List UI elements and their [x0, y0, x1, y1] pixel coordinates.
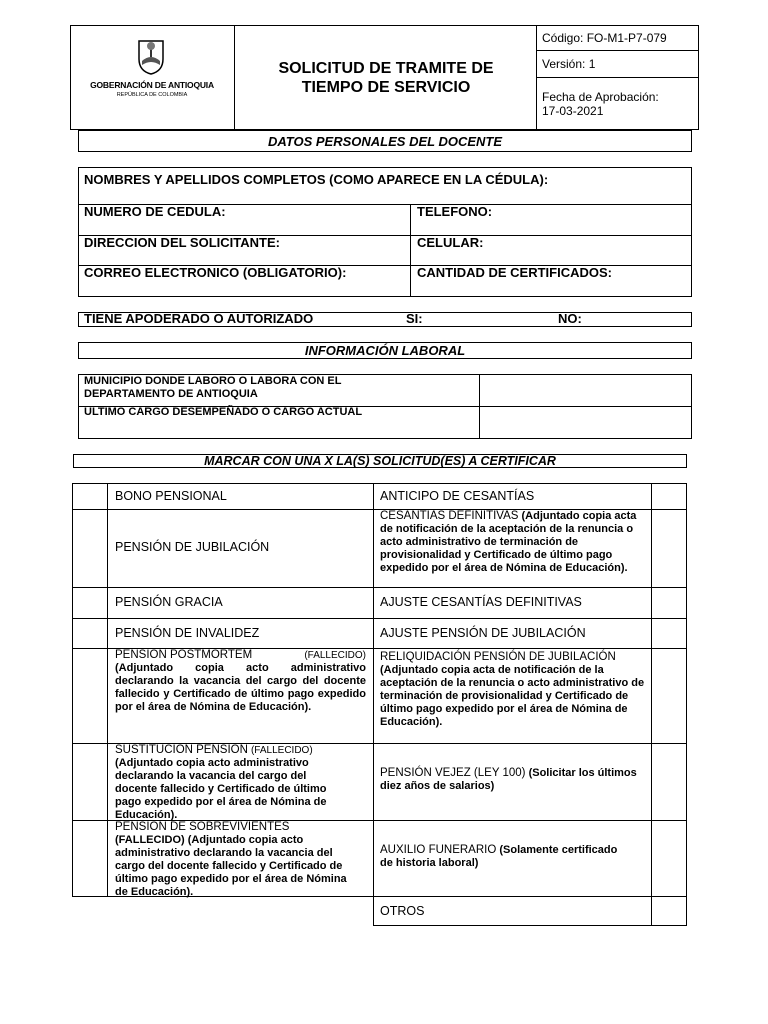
reliquidacion-title: RELIQUIDACIÓN PENSIÓN DE JUBILACIÓN [380, 651, 616, 663]
section-laboral-title: INFORMACIÓN LABORAL [78, 342, 692, 359]
celular-label: CELULAR: [417, 235, 484, 250]
section-solicitudes-title: MARCAR CON UNA X LA(S) SOLICITUD(ES) A CERTIFICAR [73, 454, 687, 468]
meta-cell [536, 25, 699, 130]
option-jubilacion-label: PENSIÓN DE JUBILACIÓN [115, 540, 270, 554]
checkbox-invalidez[interactable] [72, 618, 108, 649]
checkbox-jubilacion[interactable] [72, 509, 108, 588]
fecha-value: 17-03-2021 [542, 104, 604, 118]
cargo-label: ULTIMO CARGO DESEMPEÑADO O CARGO ACTUAL [84, 406, 363, 418]
reliquidacion-detail: (Adjuntado copia acta de notificación de la aceptación de la renuncia o acto administrativo de terminación de provisionalidad y Certificado de último pago expedido por el área de Nómina de Educación). [380, 664, 645, 728]
option-ajuste-cesantias [373, 587, 652, 619]
nombres-label: NOMBRES Y APELLIDOS COMPLETOS (COMO APARECE EN LA CÉDULA): [84, 172, 549, 187]
checkbox-vejez[interactable] [651, 743, 687, 821]
checkbox-cesantias-definitivas[interactable] [651, 509, 687, 588]
postmortem-tag: (FALLECIDO) [304, 650, 366, 661]
option-otros-label: OTROS [380, 904, 425, 918]
checkbox-otros[interactable] [651, 896, 687, 926]
option-ajuste-jubilacion-label: AJUSTE PENSIÓN DE JUBILACIÓN [380, 626, 586, 640]
checkbox-ajuste-cesantias[interactable] [651, 587, 687, 619]
definitivas-detail: (Adjuntado copia acta de notificación de la aceptación de la renuncia o acto administrativo de terminación de provisionalidad y Certificado de último pago expedido por el área de Nómina de Educación). [380, 510, 637, 574]
codigo: Código: FO-M1-P7-079 [542, 31, 667, 45]
option-anticipo [373, 483, 652, 510]
checkbox-sustitucion[interactable] [72, 743, 108, 821]
option-bono [107, 483, 374, 510]
municipio-line-1: MUNICIPIO DONDE LABORO O LABORA CON EL [84, 375, 342, 387]
option-ajuste-cesantias-label: AJUSTE CESANTÍAS DEFINITIVAS [380, 595, 582, 609]
option-anticipo-label: ANTICIPO DE CESANTÍAS [380, 489, 535, 503]
checkbox-bono[interactable] [72, 483, 108, 510]
section-personal-title: DATOS PERSONALES DEL DOCENTE [78, 130, 692, 152]
option-vejez [373, 743, 652, 821]
sustitucion-tag: (FALLECIDO) [250, 745, 313, 756]
sobrevivientes-detail: (FALLECIDO) (Adjuntado copia acto administrativo declarando la vacancia del cargo del docente fallecido y Certificado de último pago expedido por el área de Nómina de Educación). [115, 834, 347, 898]
title-line-2: TIEMPO DE SERVICIO [301, 78, 471, 96]
fecha-label: Fecha de Aprobación: [542, 90, 659, 104]
funerario-detail: (Solamente certificado de historia laboral) [380, 844, 618, 869]
certificados-label: CANTIDAD DE CERTIFICADOS: [417, 265, 612, 280]
apoderado-no[interactable]: NO: [558, 311, 582, 326]
municipio-line-2: DEPARTAMENTO DE ANTIOQUIA [84, 388, 258, 400]
vejez-title: PENSIÓN VEJEZ (LEY 100) [380, 767, 526, 779]
logo-name: GOBERNACIÓN DE ANTIOQUIA [90, 80, 214, 90]
postmortem-title: PENSION POSTMORTEM [115, 649, 253, 661]
option-gracia-label: PENSIÓN GRACIA [115, 595, 223, 609]
vejez-detail: (Solicitar los últimos diez años de salarios) [380, 767, 637, 792]
title-line-1: SOLICITUD DE TRAMITE DE [278, 59, 494, 77]
option-invalidez-label: PENSIÓN DE INVALIDEZ [115, 626, 260, 640]
option-otros [373, 896, 652, 926]
postmortem-detail: (Adjuntado copia acto administrativo declarando la vacancia del cargo del docente fallecido y Certificado de último pago expedido por el área de Nómina de Educación). [115, 662, 366, 713]
option-postmortem [107, 648, 374, 744]
checkbox-reliquidacion[interactable] [651, 648, 687, 744]
option-ajuste-jubilacion [373, 618, 652, 649]
checkbox-postmortem[interactable] [72, 648, 108, 744]
sustitucion-title: SUSTITUCION PENSION [115, 744, 248, 756]
sobrevivientes-title: PENSION DE SOBREVIVIENTES [115, 821, 290, 833]
correo-label: CORREO ELECTRONICO (OBLIGATORIO): [84, 265, 347, 280]
logo-subtitle: REPÚBLICA DE COLOMBIA [116, 92, 188, 98]
telefono-label: TELEFONO: [417, 204, 493, 219]
checkbox-ajuste-jubilacion[interactable] [651, 618, 687, 649]
document-title [236, 25, 536, 130]
option-sobrevivientes [107, 820, 374, 897]
cedula-label: NUMERO DE CEDULA: [84, 204, 226, 219]
municipio-label [84, 375, 341, 401]
checkbox-gracia[interactable] [72, 587, 108, 619]
option-gracia [107, 587, 374, 619]
option-reliquidacion [373, 648, 652, 744]
apoderado-label: TIENE APODERADO O AUTORIZADO [84, 311, 314, 326]
checkbox-anticipo[interactable] [651, 483, 687, 510]
funerario-title: AUXILIO FUNERARIO [380, 844, 497, 856]
direccion-label: DIRECCION DEL SOLICITANTE: [84, 235, 280, 250]
option-cesantias-definitivas [373, 509, 652, 588]
definitivas-title: CESANTIAS DEFINITIVAS [380, 510, 519, 522]
option-sustitucion [107, 743, 374, 821]
option-jubilacion [107, 509, 374, 588]
checkbox-funerario[interactable] [651, 820, 687, 897]
option-bono-label: BONO PENSIONAL [115, 489, 227, 503]
apoderado-si[interactable]: SI: [406, 311, 423, 326]
checkbox-sobrevivientes[interactable] [72, 820, 108, 897]
option-invalidez [107, 618, 374, 649]
logo-cell [70, 25, 235, 130]
version: Versión: 1 [542, 57, 596, 71]
sustitucion-detail: (Adjuntado copia acto administrativo declarando la vacancia del cargo del docente fallecido y Certificado de último pago expedido por el área de Nómina de Educación). [115, 757, 327, 821]
coat-of-arms-icon [136, 39, 166, 75]
option-funerario [373, 820, 652, 897]
